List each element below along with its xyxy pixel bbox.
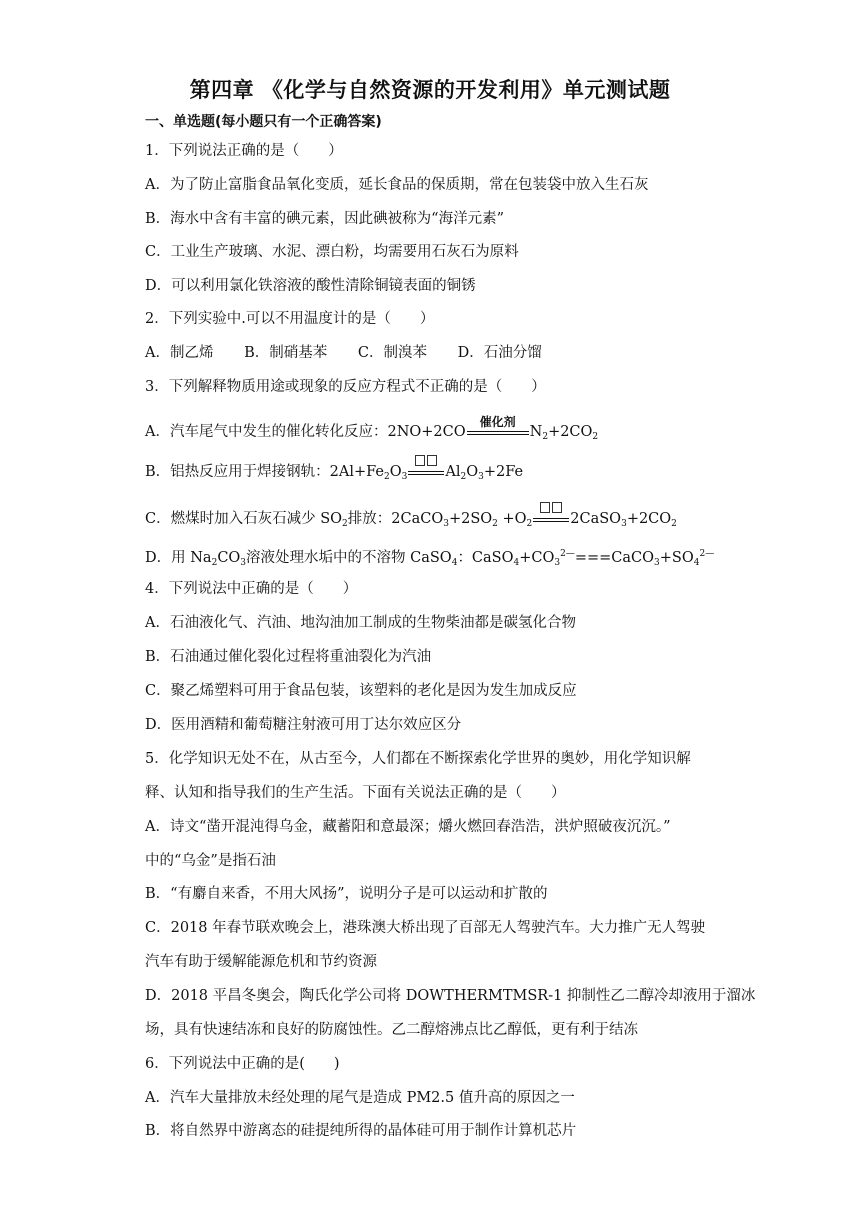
q3-c-text: C．燃煤时加入石灰石减少 SO (145, 511, 343, 527)
q3-d-sub3: 4 (451, 558, 458, 568)
q4-option-d: D．医用酒精和葡萄糖注射液可用丁达尔效应区分 (145, 717, 462, 733)
q3-a-n: N (529, 424, 543, 440)
q3-d-colon: ：CaSO (457, 550, 514, 566)
q5-option-c-line1: C．2018 年春节联欢晚会上，港珠澳大桥出现了百部无人驾驶汽车。大力推广无人驾驶 (145, 920, 706, 936)
q3-d-eq: ===CaCO (574, 550, 655, 566)
q3-b-sub2: 3 (401, 472, 408, 482)
q5-stem-line2: 释、认知和指导我们的生产生活。下面有关说法正确的是（ ） (145, 785, 566, 801)
q3-c-reaction-arrow (533, 509, 569, 529)
q3-c-o2: +O (497, 511, 527, 527)
q1-stem: 1．下列说法正确的是（ ） (145, 143, 343, 159)
q3-option-c (145, 509, 677, 534)
q3-d-sup2: 2— (699, 549, 715, 559)
q3-b-sub1: 2 (384, 472, 390, 482)
q5-option-d-line2: 场，具有快速结冻和良好的防腐蚀性。乙二醇熔沸点比乙醇低，更有利于结冻 (145, 1022, 638, 1038)
q3-d-sub2: 3 (240, 558, 247, 568)
q3-b-text: B．铝热反应用于焊接钢轨：2Al+Fe (145, 464, 384, 480)
q3-b-o2: O (466, 464, 479, 480)
q3-a-n-sub: 2 (542, 432, 549, 442)
q5-option-b: B．“有麝自来香，不用大风扬”，说明分子是可以运动和扩散的 (145, 886, 548, 902)
q3-d-plus: +CO (519, 550, 555, 566)
q3-d-so4: +SO (659, 550, 694, 566)
q3-d-co: CO (217, 550, 241, 566)
q3-option-d (145, 544, 714, 573)
q3-a-condition: 催化剂 (479, 415, 516, 429)
q4-option-b: B．石油通过催化裂化过程将重油裂化为汽油 (145, 649, 432, 665)
q5-option-a-line2: 中的“乌金”是指石油 (145, 853, 276, 869)
q3-c-condition-box (533, 499, 569, 519)
q3-c-caso: 2CaSO (570, 511, 622, 527)
q3-d-sub4: 4 (513, 558, 520, 568)
q1-option-c: C．工业生产玻璃、水泥、漂白粉，均需要用石灰石为原料 (145, 244, 519, 260)
q3-d-sub7: 4 (693, 558, 700, 568)
q6-option-a: A．汽车大量排放未经处理的尾气是造成 PM2.5 值升高的原因之一 (145, 1090, 575, 1106)
q3-c-sub3: 2 (492, 519, 498, 529)
q3-b-al-sub: 2 (460, 472, 467, 482)
q2-option-b: B．制硝基苯 (244, 345, 328, 361)
q4-option-c: C．聚乙烯塑料可用于食品包装，该塑料的老化是因为发生加成反应 (145, 683, 577, 699)
q3-c-sub1: 2 (342, 519, 348, 529)
q4-stem: 4．下列说法中正确的是（ ） (145, 581, 358, 597)
q2-option-d: D．石油分馏 (457, 345, 542, 361)
q3-d-sub1: 2 (211, 558, 218, 568)
q5-option-c-line2: 汽车有助于缓解能源危机和节约资源 (145, 954, 377, 970)
q3-c-sub2: 3 (443, 519, 449, 529)
q3-c-sub4: 2 (526, 519, 533, 529)
q4-option-a: A．石油液化气、汽油、地沟油加工制成的生物柴油都是碳氢化合物 (145, 615, 576, 631)
q1-option-b: B．海水中含有丰富的碘元素，因此碘被称为“海洋元素” (145, 211, 504, 227)
q3-b-condition-box (408, 452, 444, 472)
section-heading: 一、单选题(每小题只有一个正确答案) (145, 114, 382, 130)
q3-option-a (145, 415, 599, 447)
q2-option-a: A．制乙烯 (145, 345, 214, 361)
q3-a-co2: +2CO (548, 424, 593, 440)
q3-stem: 3．下列解释物质用途或现象的反应方程式不正确的是（ ） (145, 379, 546, 395)
q3-a-text: A．汽车尾气中发生的催化转化反应：2NO+2CO (145, 424, 466, 440)
q1-option-d: D．可以利用氯化铁溶液的酸性清除铜镜表面的铜锈 (145, 278, 476, 294)
q3-a-co2-sub: 2 (592, 432, 599, 442)
q3-b-o2-sub: 3 (478, 472, 484, 482)
q2-option-c: C．制溴苯 (357, 345, 427, 361)
q3-d-text: D．用 Na (145, 550, 212, 566)
q3-c-so2: +2SO (448, 511, 493, 527)
q3-d-sup1: 2— (560, 549, 575, 559)
q3-b-post: +2Fe (483, 464, 524, 480)
q2-options (145, 343, 568, 363)
q3-d-mid: 溶液处理水垢中的不溶物 CaSO (246, 550, 452, 566)
q6-stem: 6．下列说法中正确的是( ) (145, 1056, 340, 1072)
q3-c-co2: +2CO (626, 511, 672, 527)
q3-option-b (145, 462, 523, 487)
q3-c-sub5: 3 (621, 519, 627, 529)
q3-d-sub5: 3 (554, 558, 561, 568)
q3-a-reaction-arrow (467, 415, 529, 442)
q1-option-a: A．为了防止富脂食品氧化变质，延长食品的保质期，常在包装袋中放入生石灰 (145, 177, 649, 193)
q3-b-o: O (389, 464, 402, 480)
q6-option-b: B．将自然界中游离态的硅提纯所得的晶体硅可用于制作计算机芯片 (145, 1123, 577, 1139)
q2-stem: 2．下列实验中.可以不用温度计的是（ ） (145, 311, 435, 327)
q3-b-al: Al (445, 464, 461, 480)
q3-d-sub6: 3 (654, 558, 660, 568)
q5-option-d-line1: D．2018 平昌冬奥会，陶氏化学公司将 DOWTHERMTMSR-1 抑制性乙二醇冷却液用于溜冰 (145, 988, 756, 1004)
q5-option-a-line1: A．诗文“凿开混沌得乌金，藏蓄阳和意最深；爝火燃回春浩浩，洪炉照破夜沉沉。” (145, 819, 671, 835)
q3-b-reaction-arrow (408, 462, 444, 482)
q5-stem-line1: 5．化学知识无处不在，从古至今，人们都在不断探索化学世界的奥妙，用化学知识解 (145, 751, 691, 767)
q3-c-sub6: 2 (671, 519, 677, 529)
document-title: 第四章 《化学与自然资源的开发利用》单元测试题 (189, 78, 671, 102)
q3-c-mid: 排放：2CaCO (347, 511, 444, 527)
